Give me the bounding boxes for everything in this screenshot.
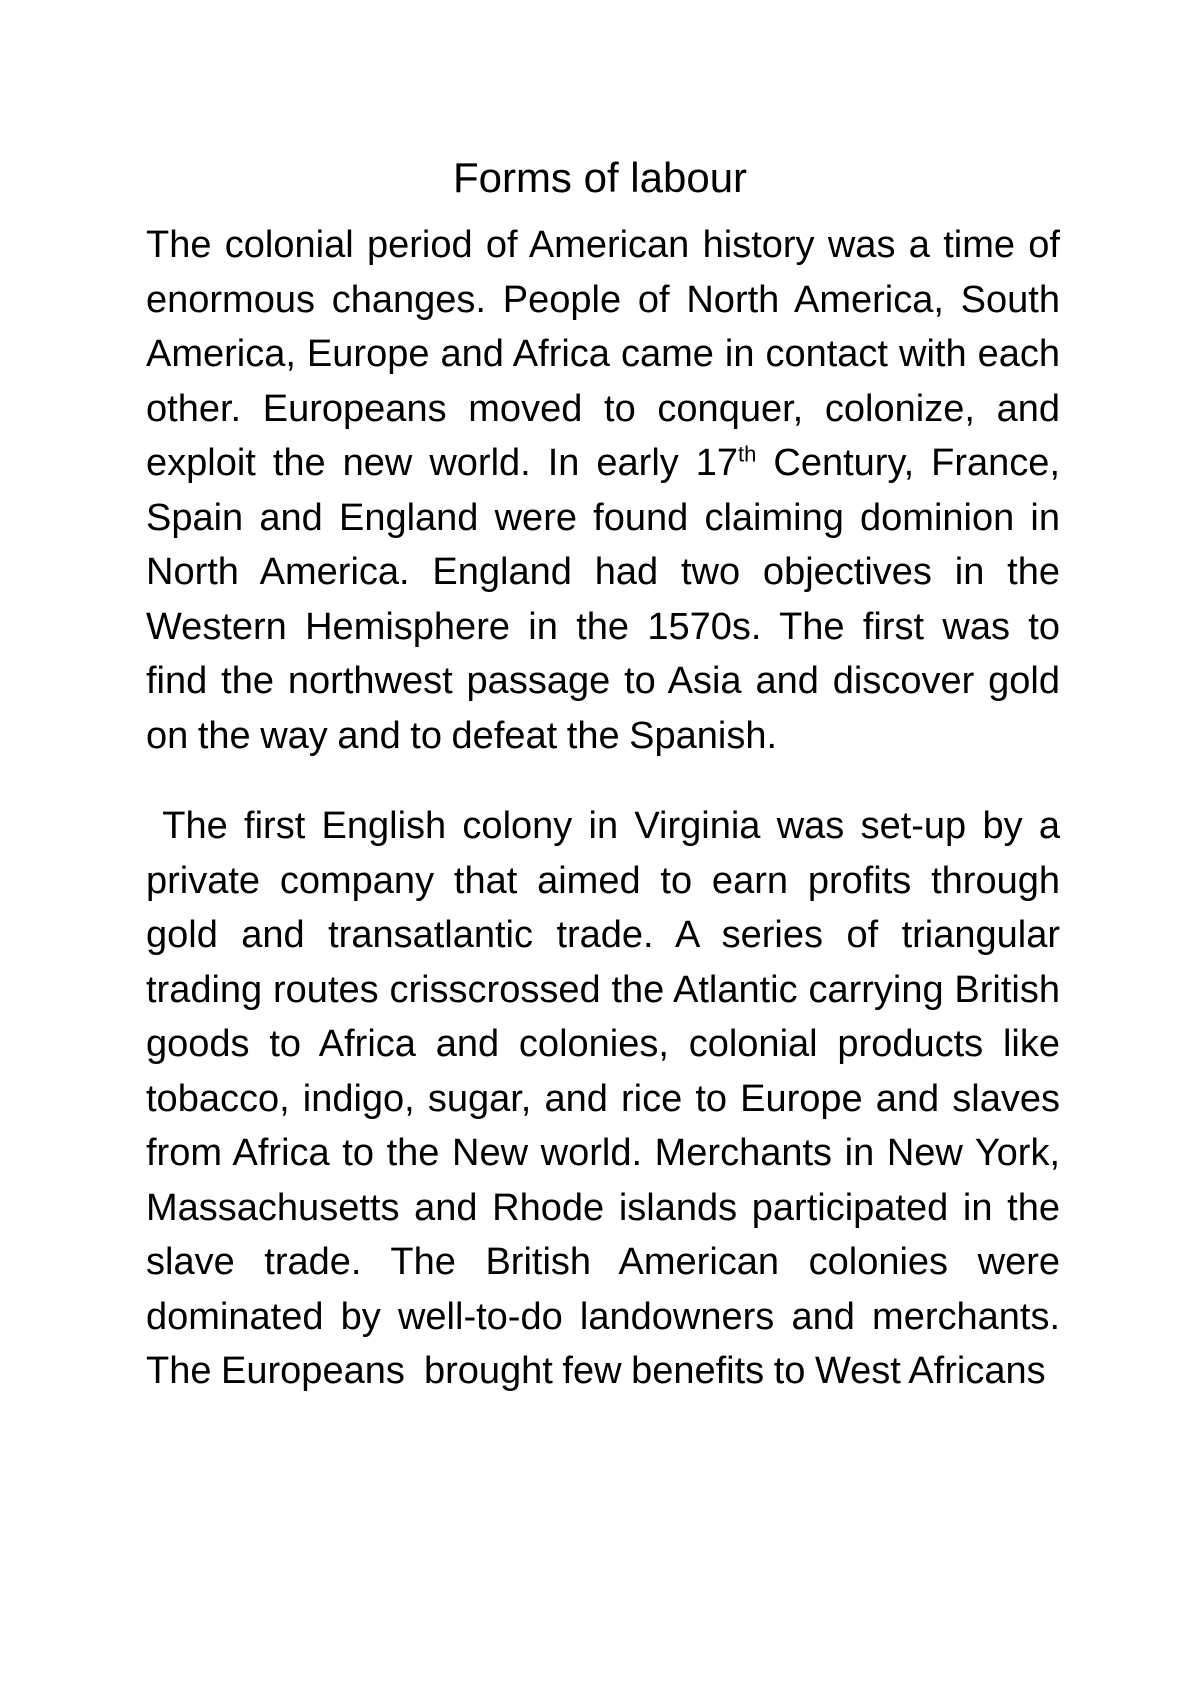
page-title: Forms of labour [452, 154, 748, 201]
document-body [146, 218, 1070, 1399]
paragraph-2: The first English colony in Virginia was set-up by a private company that aimed to earn profits through gold and transatlantic trade. A series of triangular trading routes crisscrossed the Atlantic carrying British goods to Africa and colonies, colonial products like tobacco, indigo, sugar, and rice to Europe and slaves from Africa to the New world. Merchants in New York, Massachusetts and Rhode islands participated in the slave trade. The British American colonies were dominated by well-to-do landowners and merchants. The Europeans brought few benefits to West Africans [146, 805, 1070, 1392]
paragraph-1-text-end: Century, France, Spain and England were found claiming dominion in North America. England had two objectives in the Western Hemisphere in the 1570s. The first was to find the northwest passage to Asia and discover gold on the way and to defeat the Spanish. [146, 442, 1060, 757]
paragraph-1-text-start: The colonial period of American history was a time of enormous changes. People of North America, South America, Europe and Africa came in contact with each other. Europeans moved to conquer, colonize, and exploit the new world. In early 17 [146, 224, 1060, 484]
paragraph-1 [146, 218, 1060, 763]
ordinal-superscript: th [738, 441, 757, 467]
